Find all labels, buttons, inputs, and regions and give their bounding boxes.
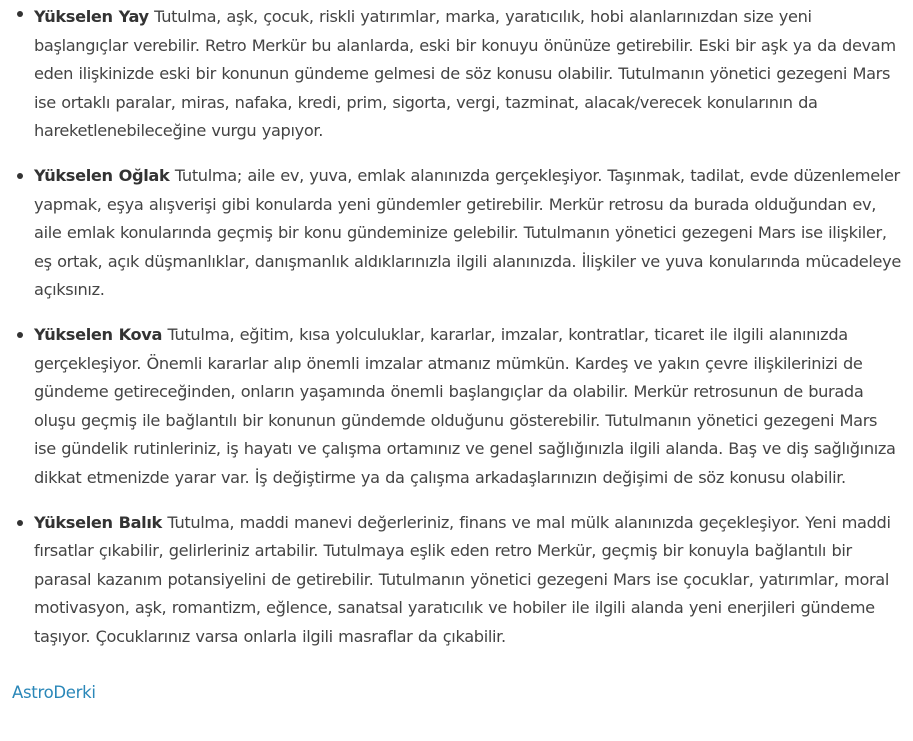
sign-name: Yükselen Yay [34, 7, 149, 26]
list-item [12, 162, 903, 305]
bullet-icon [17, 520, 23, 526]
list-item [12, 0, 903, 146]
bullet-icon [17, 332, 23, 338]
horoscope-list [12, 0, 903, 651]
sign-description: Tutulma; aile ev, yuva, emlak alanınızda gerçekleşiyor. Taşınmak, tadilat, evde düzenlemeler yapmak, eşya alışverişi gibi konularda yeni gündemler getirebilir. Merkür retrosu da burada olduğundan ev, aile emlak konularında geçmiş bir konu gündeminize gelebilir. Tutulmanın yönetici gezegeni Mars ise ilişkiler, eş ortak, açık düşmanlıklar, danışmanlık aldıklarınızla ilgili alanınızda. İlişkiler ve yuva konularında mücadeleye açıksınız. [34, 165, 901, 300]
source-link[interactable]: AstroDerki [12, 683, 96, 703]
sign-name: Yükselen Kova [34, 324, 163, 344]
sign-name: Yükselen Balık [34, 512, 162, 532]
list-item [12, 321, 903, 493]
bullet-icon [17, 11, 23, 17]
bullet-icon [17, 173, 23, 179]
sign-name: Yükselen Oğlak [34, 165, 170, 185]
list-item [12, 509, 903, 652]
sign-description: Tutulma, eğitim, kısa yolculuklar, kararlar, imzalar, kontratlar, ticaret ile ilgili alanınızda gerçekleşiyor. Önemli kararlar alıp önemli imzalar atmanız mümkün. Kardeş ve yakın çevre ilişkilerinizi de gündeme getireceğinden, onların yaşamında önemli başlangıçlar da olabilir. Merkür retrosunun de burada oluşu geçmiş ile bağlantılı bir konunun gündemde olduğunu gösterebilir. Tutulmanın yönetici gezegeni Mars ise gündelik rutinleriniz, iş hayatı ve çalışma ortamınız ve genel sağlığınızla ilgili alanda. Baş ve diş sağlığınıza dikkat etmenizde yarar var. İş değiştirme ya da çalışma arkadaşlarınızın değişimi de söz konusu olabilir. [34, 324, 896, 487]
sign-description: Tutulma, aşk, çocuk, riskli yatırımlar, marka, yaratıcılık, hobi alanlarınızdan size yeni başlangıçlar verebilir. Retro Merkür bu alanlarda, eski bir konuyu önünüze getirebilir. Eski bir aşk ya da devam eden ilişkinizde eski bir konunun gündeme gelmesi de söz konusu olabilir. Tutulmanın yönetici gezegeni Mars ise ortaklı paralar, miras, nafaka, kredi, prim, sigorta, vergi, tazminat, alacak/verecek konularının da hareketlenebileceğine vurgu yapıyor. [34, 7, 896, 141]
sign-description: Tutulma, maddi manevi değerleriniz, finans ve mal mülk alanınızda geçekleşiyor. Yeni maddi fırsatlar çıkabilir, gelirleriniz artabilir. Tutulmaya eşlik eden retro Merkür, geçmiş bir konuyla bağlantılı bir parasal kazanım potansiyelini de getirebilir. Tutulmanın yönetici gezegeni Mars ise çocuklar, yatırımlar, moral motivasyon, aşk, romantizm, eğlence, sanatsal yaratıcılık ve hobiler ile ilgili alanda yeni enerjileri gündeme taşıyor. Çocuklarınız varsa onlarla ilgili masraflar da çıkabilir. [34, 512, 891, 646]
